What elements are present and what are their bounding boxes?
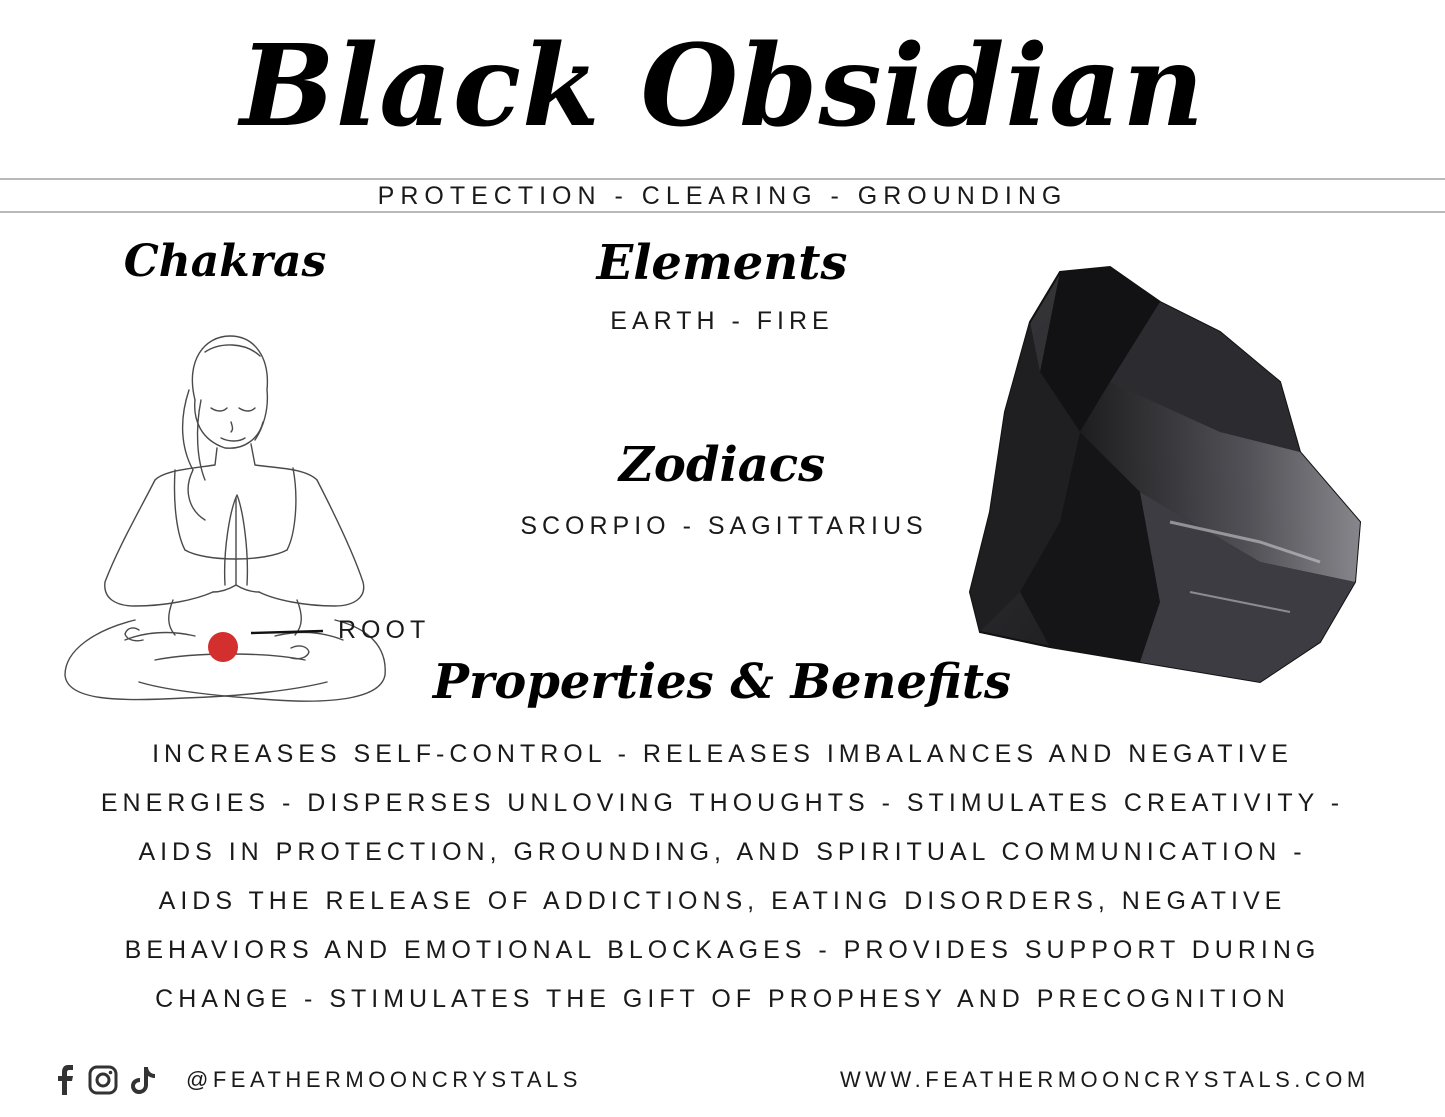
zodiacs-heading: Zodiacs bbox=[618, 437, 826, 493]
property-line: AIDS IN PROTECTION, GROUNDING, AND SPIRITUAL COMMUNICATION - bbox=[138, 838, 1307, 866]
root-chakra-label: ROOT bbox=[338, 616, 431, 644]
properties-list bbox=[60, 730, 1385, 1024]
root-chakra-marker bbox=[208, 632, 238, 662]
page-title: Black Obsidian bbox=[240, 21, 1205, 152]
property-line: CHANGE - STIMULATES THE GIFT OF PROPHESY AND PRECOGNITION bbox=[155, 985, 1290, 1013]
property-line: INCREASES SELF-CONTROL - RELEASES IMBALANCES AND NEGATIVE bbox=[152, 740, 1293, 768]
zodiacs-value: SCORPIO - SAGITTARIUS bbox=[520, 512, 928, 540]
property-line: ENERGIES - DISPERSES UNLOVING THOUGHTS - STIMULATES CREATIVITY - bbox=[100, 789, 1345, 817]
meditating-figure-illustration bbox=[55, 330, 395, 720]
tiktok-icon[interactable] bbox=[130, 1065, 156, 1095]
elements-heading: Elements bbox=[596, 235, 848, 291]
website-link[interactable]: WWW.FEATHERMOONCRYSTALS.COM bbox=[840, 1067, 1370, 1092]
properties-heading: Properties & Benefits bbox=[432, 654, 1012, 710]
social-icons bbox=[56, 1064, 156, 1096]
property-line: BEHAVIORS AND EMOTIONAL BLOCKAGES - PROVIDES SUPPORT DURING bbox=[124, 936, 1321, 964]
property-line: AIDS THE RELEASE OF ADDICTIONS, EATING DISORDERS, NEGATIVE bbox=[158, 887, 1287, 915]
facebook-icon[interactable] bbox=[56, 1065, 76, 1095]
obsidian-stone-image bbox=[960, 262, 1370, 692]
instagram-icon[interactable] bbox=[88, 1065, 118, 1095]
social-handle[interactable]: @FEATHERMOONCRYSTALS bbox=[186, 1067, 582, 1092]
bottom-divider bbox=[0, 211, 1445, 213]
chakras-heading: Chakras bbox=[123, 236, 327, 287]
elements-value: EARTH - FIRE bbox=[610, 307, 834, 335]
tagline: PROTECTION - CLEARING - GROUNDING bbox=[377, 182, 1068, 210]
